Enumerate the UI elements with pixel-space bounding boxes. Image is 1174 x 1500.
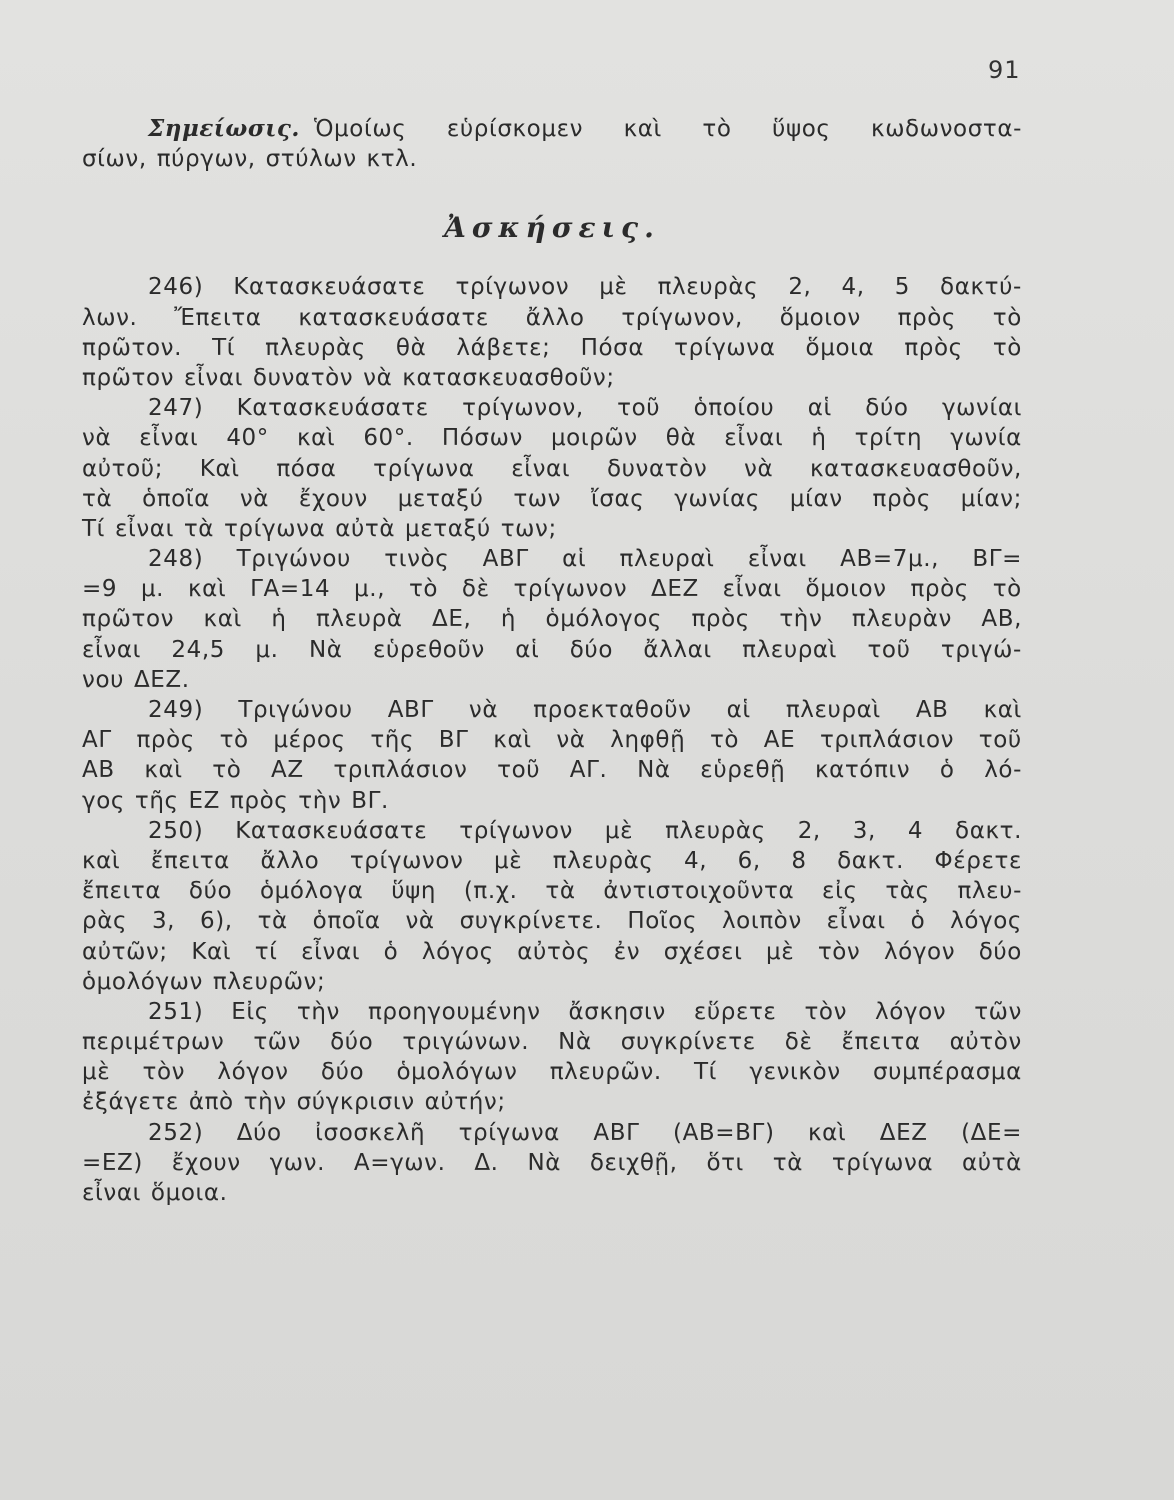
exercise-paragraph (82, 695, 1022, 816)
exercise-paragraph (82, 1118, 1022, 1209)
exercise-line: καὶ ἔπειτα ἄλλο τρίγωνον μὲ πλευρὰς 4, 6, 8 δακτ. Φέρετε (82, 847, 1022, 874)
exercise-line: λων. Ἔπειτα κατασκευάσατε ἄλλο τρίγωνον, ὅμοιον πρὸς τὸ (82, 304, 1022, 331)
exercise-paragraph (82, 544, 1022, 695)
exercise-line: ἔπειτα δύο ὁμόλογα ὕψη (π.χ. τὰ ἀντιστοιχοῦντα εἰς τὰς πλευ- (82, 878, 1022, 905)
exercise-line: 248) Τριγώνου τινὸς ΑΒΓ αἱ πλευραὶ εἶναι ΑΒ=7μ., ΒΓ= (148, 546, 1022, 573)
exercise-paragraph (82, 816, 1022, 997)
exercise-line: ρὰς 3, 6), τὰ ὁποῖα νὰ συγκρίνετε. Ποῖος λοιπὸν εἶναι ὁ λόγος (82, 908, 1022, 935)
exercise-line: εἶναι ὅμοια. (82, 1180, 228, 1206)
exercise-line: 247) Κατασκευάσατε τρίγωνον, τοῦ ὁποίου αἱ δύο γωνίαι (148, 395, 1022, 422)
exercise-line: νου ΔΕΖ. (82, 666, 190, 693)
exercise-line: πρῶτον. Τί πλευρὰς θὰ λάβετε; Πόσα τρίγωνα ὅμοια πρὸς τὸ (82, 334, 1022, 361)
exercise-line: =ΕΖ) ἔχουν γων. Α=γων. Δ. Νὰ δειχθῇ, ὅτι τὰ τρίγωνα αὐτὰ (82, 1149, 1022, 1176)
exercise-line: 250) Κατασκευάσατε τρίγωνον μὲ πλευρὰς 2, 3, 4 δακτ. (148, 817, 1022, 844)
exercise-line: 251) Εἰς τὴν προηγουμένην ἄσκησιν εὕρετε τὸν λόγον τῶν (148, 998, 1022, 1025)
exercise-paragraph (82, 997, 1022, 1118)
exercise-line: περιμέτρων τῶν δύο τριγώνων. Νὰ συγκρίνετε δὲ ἔπειτα αὐτὸν (82, 1029, 1022, 1056)
exercise-line: ὁμολόγων πλευρῶν; (82, 968, 326, 995)
exercise-line: νὰ εἶναι 40° καὶ 60°. Πόσων μοιρῶν θὰ εἶναι ἡ τρίτη γωνία (82, 425, 1022, 452)
page-text (82, 114, 1022, 1208)
note-paragraph (82, 114, 1022, 144)
exercise-line: μὲ τὸν λόγον δύο ὁμολόγων πλευρῶν. Τί γενικὸν συμπέρασμα (82, 1059, 1022, 1086)
exercise-line: γος τῆς ΕΖ πρὸς τὴν ΒΓ. (82, 787, 389, 814)
page-number: 91 (988, 56, 1021, 84)
exercise-line: ΑΓ πρὸς τὸ μέρος τῆς ΒΓ καὶ νὰ ληφθῇ τὸ ΑΕ τριπλάσιον τοῦ (82, 727, 1022, 754)
exercise-line: εἶναι 24,5 μ. Νὰ εὑρεθοῦν αἱ δύο ἄλλαι πλευραὶ τοῦ τριγώ- (82, 636, 1022, 663)
exercise-line: 252) Δύο ἰσοσκελῆ τρίγωνα ΑΒΓ (ΑΒ=ΒΓ) καὶ ΔΕΖ (ΔΕ= (148, 1119, 1022, 1146)
exercise-paragraph (82, 272, 1022, 393)
exercise-line: ἐξάγετε ἀπὸ τὴν σύγκρισιν αὐτήν; (82, 1089, 506, 1116)
note-line: Ὁμοίως εὑρίσκομεν καὶ τὸ ὕψος κωδωνοστα- (313, 116, 1022, 142)
exercise-line: 246) Κατασκευάσατε τρίγωνον μὲ πλευρὰς 2, 4, 5 δακτύ- (148, 274, 1022, 301)
note-line: σίων, πύργων, στύλων κτλ. (82, 146, 418, 173)
exercise-list (82, 272, 1022, 1208)
exercise-line: =9 μ. καὶ ΓΑ=14 μ., τὸ δὲ τρίγωνον ΔΕΖ εἶναι ὅμοιον πρὸς τὸ (82, 576, 1022, 603)
exercise-line: αὐτῶν; Καὶ τί εἶναι ὁ λόγος αὐτὸς ἐν σχέσει μὲ τὸν λόγον δύο (82, 938, 1022, 965)
exercise-line: 249) Τριγώνου ΑΒΓ νὰ προεκταθοῦν αἱ πλευραὶ ΑΒ καὶ (148, 697, 1022, 723)
note-label: Σημείωσις. (148, 115, 300, 142)
exercise-line: πρῶτον εἶναι δυνατὸν νὰ κατασκευασθοῦν; (82, 364, 615, 391)
exercise-line: τὰ ὁποῖα νὰ ἔχουν μεταξύ των ἴσας γωνίας μίαν πρὸς μίαν; (82, 485, 1022, 512)
exercise-paragraph (82, 393, 1022, 544)
section-heading: Ἀσκήσεις. (444, 211, 660, 245)
exercise-line: Τί εἶναι τὰ τρίγωνα αὐτὰ μεταξύ των; (82, 515, 557, 542)
exercise-line: αὐτοῦ; Καὶ πόσα τρίγωνα εἶναι δυνατὸν νὰ κατασκευασθοῦν, (82, 455, 1022, 482)
exercise-line: πρῶτον καὶ ἡ πλευρὰ ΔΕ, ἡ ὁμόλογος πρὸς τὴν πλευρὰν ΑΒ, (82, 606, 1022, 633)
exercise-line: ΑΒ καὶ τὸ ΑΖ τριπλάσιον τοῦ ΑΓ. Νὰ εὑρεθῇ κατόπιν ὁ λό- (82, 757, 1022, 784)
